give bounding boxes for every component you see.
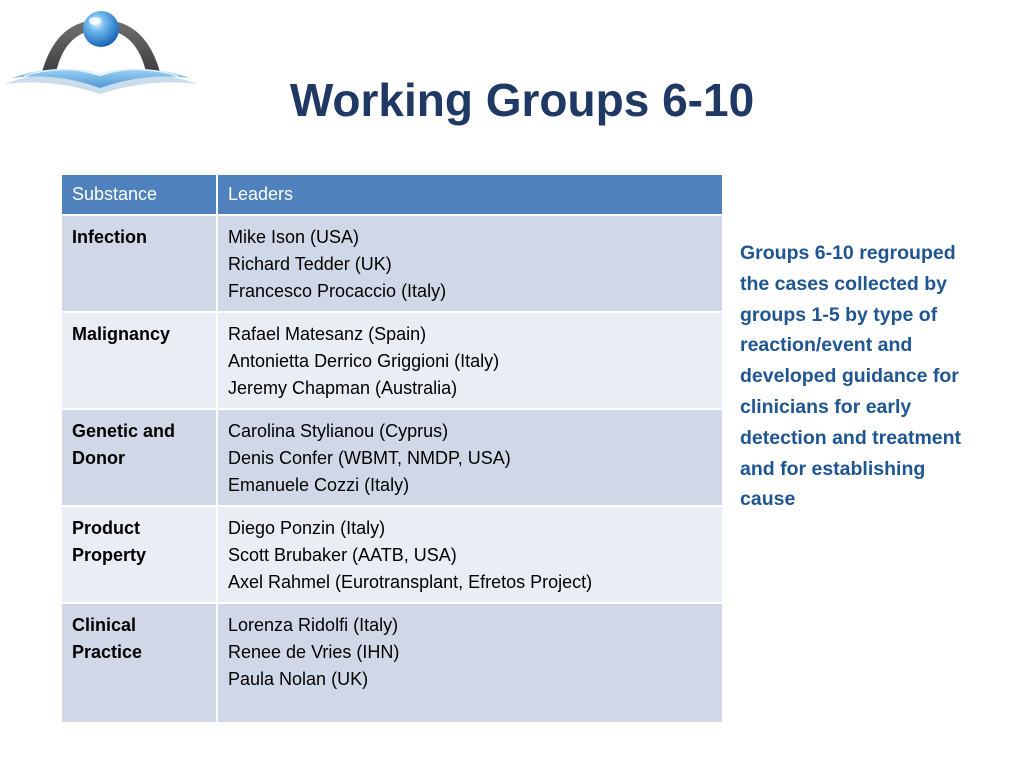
leaders-cell	[217, 506, 723, 603]
leader-name: Paula Nolan (UK)	[228, 669, 369, 689]
column-header-leaders: Leaders	[217, 174, 723, 215]
slide-title: Working Groups 6-10	[289, 74, 755, 126]
leaders-cell	[217, 603, 723, 723]
leader-name: Renee de Vries (IHN)	[228, 642, 400, 662]
leader-name: Emanuele Cozzi (Italy)	[228, 475, 410, 495]
leader-name: Richard Tedder (UK)	[228, 254, 392, 274]
leader-name: Mike Ison (USA)	[228, 227, 360, 247]
table-header-row	[61, 174, 723, 215]
leader-name: Scott Brubaker (AATB, USA)	[228, 545, 457, 565]
leader-name: Lorenza Ridolfi (Italy)	[228, 615, 399, 635]
working-groups-table	[60, 173, 724, 724]
leader-name: Diego Ponzin (Italy)	[228, 518, 386, 538]
leaders-cell	[217, 312, 723, 409]
table-row	[61, 215, 723, 312]
leader-name: Rafael Matesanz (Spain)	[228, 324, 427, 344]
leader-name: Francesco Procaccio (Italy)	[228, 281, 447, 301]
leaders-cell	[217, 215, 723, 312]
substance-cell: Malignancy	[61, 312, 217, 409]
leader-name: Antonietta Derrico Griggioni (Italy)	[228, 351, 500, 371]
side-note: Groups 6-10 regrouped the cases collected by groups 1-5 by type of reaction/event and developed guidance for clinicians for early detection and treatment and for establishing cause	[740, 242, 962, 511]
column-header-substance: Substance	[61, 174, 217, 215]
leader-name: Carolina Stylianou (Cyprus)	[228, 421, 449, 441]
leader-name: Denis Confer (WBMT, NMDP, USA)	[228, 448, 511, 468]
leaders-cell	[217, 409, 723, 506]
substance-cell: Genetic and Donor	[61, 409, 217, 506]
leader-name: Axel Rahmel (Eurotransplant, Efretos Project)	[228, 572, 593, 592]
substance-cell: Infection	[61, 215, 217, 312]
leader-name: Jeremy Chapman (Australia)	[228, 378, 458, 398]
table-row	[61, 312, 723, 409]
substance-cell: Clinical Practice	[61, 603, 217, 723]
table-row	[61, 409, 723, 506]
substance-cell: Product Property	[61, 506, 217, 603]
table-row	[61, 506, 723, 603]
table-row	[61, 603, 723, 723]
globe-book-logo	[0, 0, 200, 100]
